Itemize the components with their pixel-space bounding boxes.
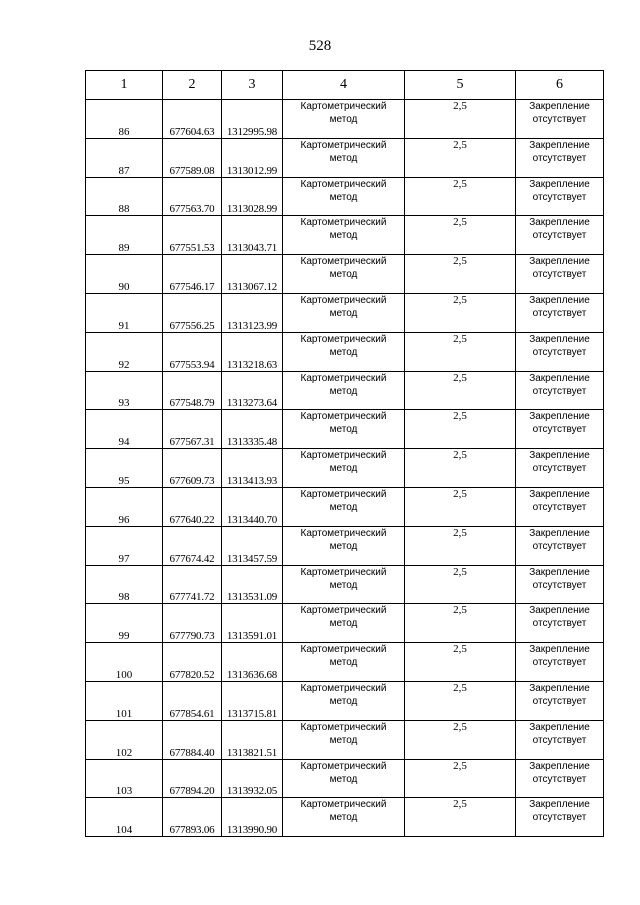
method-line: Картометрический	[300, 372, 387, 384]
table-row	[86, 293, 604, 332]
accuracy-value: 2,5	[405, 216, 516, 255]
coordinate-y: 1313335.48	[222, 410, 283, 449]
method-cell	[283, 216, 405, 255]
fixing-line: отсутствует	[532, 579, 587, 591]
coordinate-y: 1313715.81	[222, 681, 283, 720]
coordinate-x: 677741.72	[163, 565, 222, 604]
method-cell	[283, 293, 405, 332]
coordinate-x: 677551.53	[163, 216, 222, 255]
method-line: Картометрический	[300, 411, 387, 423]
point-number: 101	[86, 681, 163, 720]
method-line: Картометрический	[300, 605, 387, 617]
method-line: метод	[329, 230, 358, 242]
fixing-line: отсутствует	[532, 114, 587, 125]
point-number: 102	[86, 720, 163, 759]
point-number: 97	[86, 526, 163, 565]
table-row	[86, 410, 604, 449]
method-line: метод	[329, 540, 358, 552]
fixing-cell	[516, 681, 604, 720]
fixing-line: отсутствует	[532, 346, 587, 358]
method-line: Картометрический	[300, 178, 387, 190]
table-row	[86, 643, 604, 682]
fixing-line: Закрепление	[529, 721, 590, 733]
coordinate-y: 1313218.63	[222, 332, 283, 371]
method-line: Картометрический	[300, 256, 387, 268]
method-cell	[283, 255, 405, 294]
method-line: метод	[329, 463, 358, 475]
accuracy-value: 2,5	[405, 720, 516, 759]
fixing-line: Закрепление	[529, 139, 590, 151]
fixing-cell	[516, 604, 604, 643]
method-cell	[283, 449, 405, 488]
method-line: Картометрический	[300, 488, 387, 500]
accuracy-value: 2,5	[405, 410, 516, 449]
method-line: Картометрический	[300, 333, 387, 345]
fixing-line: отсутствует	[532, 463, 587, 475]
point-number: 98	[86, 565, 163, 604]
coordinate-y: 1313821.51	[222, 720, 283, 759]
fixing-line: отсутствует	[532, 191, 587, 203]
coordinate-x: 677894.20	[163, 759, 222, 798]
method-line: метод	[329, 695, 358, 707]
coordinate-x: 677604.63	[163, 100, 222, 139]
method-line: Картометрический	[300, 799, 387, 811]
fixing-line: Закрепление	[529, 799, 590, 811]
point-number: 86	[86, 100, 163, 139]
fixing-line: Закрепление	[529, 294, 590, 306]
method-cell	[283, 798, 405, 837]
fixing-line: Закрепление	[529, 217, 590, 229]
method-line: метод	[329, 191, 358, 203]
fixing-line: Закрепление	[529, 527, 590, 539]
accuracy-value: 2,5	[405, 798, 516, 837]
fixing-cell	[516, 449, 604, 488]
method-line: метод	[329, 152, 358, 164]
coordinate-y: 1313413.93	[222, 449, 283, 488]
method-line: метод	[329, 734, 358, 746]
method-line: метод	[329, 773, 358, 785]
point-number: 96	[86, 487, 163, 526]
method-line: Картометрический	[300, 644, 387, 656]
table-row	[86, 759, 604, 798]
coordinate-y: 1313028.99	[222, 177, 283, 216]
accuracy-value: 2,5	[405, 371, 516, 410]
method-cell	[283, 643, 405, 682]
accuracy-value: 2,5	[405, 100, 516, 139]
fixing-line: отсутствует	[532, 501, 587, 513]
method-line: метод	[329, 385, 358, 397]
method-line: Картометрический	[300, 139, 387, 151]
fixing-cell	[516, 255, 604, 294]
point-number: 92	[86, 332, 163, 371]
table-row	[86, 681, 604, 720]
fixing-line: отсутствует	[532, 385, 587, 397]
fixing-line: Закрепление	[529, 178, 590, 190]
coordinate-y: 1313123.99	[222, 293, 283, 332]
accuracy-value: 2,5	[405, 449, 516, 488]
fixing-cell	[516, 177, 604, 216]
fixing-line: Закрепление	[529, 605, 590, 617]
fixing-line: отсутствует	[532, 734, 587, 746]
fixing-cell	[516, 798, 604, 837]
method-line: Картометрический	[300, 682, 387, 694]
method-line: Картометрический	[300, 101, 387, 112]
table-row	[86, 332, 604, 371]
point-number: 88	[86, 177, 163, 216]
method-line: метод	[329, 424, 358, 436]
table-row	[86, 565, 604, 604]
coordinate-y: 1313932.05	[222, 759, 283, 798]
point-number: 95	[86, 449, 163, 488]
accuracy-value: 2,5	[405, 138, 516, 177]
method-line: метод	[329, 579, 358, 591]
coordinate-y: 1312995.98	[222, 100, 283, 139]
table-row	[86, 100, 604, 139]
page-number: 528	[308, 38, 332, 54]
fixing-cell	[516, 720, 604, 759]
method-cell	[283, 759, 405, 798]
fixing-line: Закрепление	[529, 372, 590, 384]
table-row	[86, 798, 604, 837]
method-cell	[283, 487, 405, 526]
coordinate-y: 1313531.09	[222, 565, 283, 604]
table-body	[86, 100, 604, 837]
fixing-line: отсутствует	[532, 657, 587, 669]
fixing-cell	[516, 371, 604, 410]
accuracy-value: 2,5	[405, 643, 516, 682]
fixing-cell	[516, 565, 604, 604]
fixing-line: отсутствует	[532, 269, 587, 281]
coordinate-y: 1313012.99	[222, 138, 283, 177]
fixing-line: Закрепление	[529, 566, 590, 578]
fixing-line: Закрепление	[529, 256, 590, 268]
method-line: метод	[329, 269, 358, 281]
header-col-4: 4	[283, 71, 405, 100]
method-line: метод	[329, 812, 358, 824]
fixing-line: отсутствует	[532, 773, 587, 785]
coordinate-y: 1313273.64	[222, 371, 283, 410]
coordinate-x: 677820.52	[163, 643, 222, 682]
fixing-line: Закрепление	[529, 411, 590, 423]
fixing-cell	[516, 759, 604, 798]
method-line: метод	[329, 501, 358, 513]
fixing-line: Закрепление	[529, 644, 590, 656]
fixing-line: Закрепление	[529, 760, 590, 772]
accuracy-value: 2,5	[405, 565, 516, 604]
fixing-line: отсутствует	[532, 812, 587, 824]
method-line: метод	[329, 114, 358, 125]
fixing-line: Закрепление	[529, 682, 590, 694]
method-cell	[283, 565, 405, 604]
method-line: Картометрический	[300, 450, 387, 462]
fixing-line: Закрепление	[529, 333, 590, 345]
point-number: 103	[86, 759, 163, 798]
coordinate-x: 677609.73	[163, 449, 222, 488]
header-col-3: 3	[222, 71, 283, 100]
accuracy-value: 2,5	[405, 604, 516, 643]
fixing-line: Закрепление	[529, 101, 590, 112]
table-row	[86, 138, 604, 177]
method-line: Картометрический	[300, 566, 387, 578]
table-row	[86, 720, 604, 759]
coordinate-x: 677546.17	[163, 255, 222, 294]
table-row	[86, 449, 604, 488]
method-cell	[283, 138, 405, 177]
table-row	[86, 216, 604, 255]
table-row	[86, 487, 604, 526]
accuracy-value: 2,5	[405, 487, 516, 526]
method-cell	[283, 410, 405, 449]
method-cell	[283, 526, 405, 565]
method-line: метод	[329, 657, 358, 669]
table-row	[86, 604, 604, 643]
accuracy-value: 2,5	[405, 759, 516, 798]
fixing-cell	[516, 293, 604, 332]
method-cell	[283, 177, 405, 216]
coordinate-x: 677548.79	[163, 371, 222, 410]
point-number: 94	[86, 410, 163, 449]
coordinate-x: 677884.40	[163, 720, 222, 759]
fixing-line: отсутствует	[532, 307, 587, 319]
accuracy-value: 2,5	[405, 255, 516, 294]
accuracy-value: 2,5	[405, 293, 516, 332]
coordinate-x: 677893.06	[163, 798, 222, 837]
coordinate-x: 677563.70	[163, 177, 222, 216]
coordinate-x: 677553.94	[163, 332, 222, 371]
point-number: 99	[86, 604, 163, 643]
coordinate-y: 1313591.01	[222, 604, 283, 643]
fixing-cell	[516, 643, 604, 682]
point-number: 87	[86, 138, 163, 177]
accuracy-value: 2,5	[405, 526, 516, 565]
coordinate-x: 677854.61	[163, 681, 222, 720]
method-cell	[283, 100, 405, 139]
coordinate-y: 1313990.90	[222, 798, 283, 837]
method-line: Картометрический	[300, 760, 387, 772]
method-line: Картометрический	[300, 294, 387, 306]
fixing-cell	[516, 216, 604, 255]
method-line: Картометрический	[300, 527, 387, 539]
coordinate-x: 677567.31	[163, 410, 222, 449]
table-row	[86, 526, 604, 565]
header-col-2: 2	[163, 71, 222, 100]
coordinate-x: 677640.22	[163, 487, 222, 526]
fixing-line: отсутствует	[532, 540, 587, 552]
fixing-cell	[516, 526, 604, 565]
fixing-line: отсутствует	[532, 424, 587, 436]
accuracy-value: 2,5	[405, 177, 516, 216]
point-number: 100	[86, 643, 163, 682]
fixing-line: отсутствует	[532, 152, 587, 164]
method-cell	[283, 681, 405, 720]
method-cell	[283, 604, 405, 643]
coordinate-y: 1313440.70	[222, 487, 283, 526]
point-number: 90	[86, 255, 163, 294]
header-col-6: 6	[516, 71, 604, 100]
fixing-cell	[516, 487, 604, 526]
method-line: Картометрический	[300, 721, 387, 733]
accuracy-value: 2,5	[405, 332, 516, 371]
method-cell	[283, 371, 405, 410]
coordinate-x: 677589.08	[163, 138, 222, 177]
table-row	[86, 177, 604, 216]
accuracy-value: 2,5	[405, 681, 516, 720]
coordinate-x: 677556.25	[163, 293, 222, 332]
fixing-cell	[516, 410, 604, 449]
fixing-line: отсутствует	[532, 618, 587, 630]
point-number: 93	[86, 371, 163, 410]
method-line: метод	[329, 307, 358, 319]
fixing-cell	[516, 100, 604, 139]
method-line: Картометрический	[300, 217, 387, 229]
coordinate-y: 1313043.71	[222, 216, 283, 255]
fixing-line: отсутствует	[532, 230, 587, 242]
fixing-cell	[516, 332, 604, 371]
coordinates-table	[85, 70, 604, 837]
header-col-1: 1	[86, 71, 163, 100]
table-row	[86, 255, 604, 294]
table-row	[86, 371, 604, 410]
coordinate-y: 1313636.68	[222, 643, 283, 682]
coordinate-y: 1313067.12	[222, 255, 283, 294]
point-number: 89	[86, 216, 163, 255]
coordinate-y: 1313457.59	[222, 526, 283, 565]
method-cell	[283, 332, 405, 371]
fixing-line: отсутствует	[532, 695, 587, 707]
point-number: 91	[86, 293, 163, 332]
method-line: метод	[329, 346, 358, 358]
header-col-5: 5	[405, 71, 516, 100]
coordinate-x: 677674.42	[163, 526, 222, 565]
point-number: 104	[86, 798, 163, 837]
method-cell	[283, 720, 405, 759]
fixing-line: Закрепление	[529, 450, 590, 462]
fixing-cell	[516, 138, 604, 177]
fixing-line: Закрепление	[529, 488, 590, 500]
coordinate-x: 677790.73	[163, 604, 222, 643]
table-header-row	[86, 71, 604, 100]
method-line: метод	[329, 618, 358, 630]
